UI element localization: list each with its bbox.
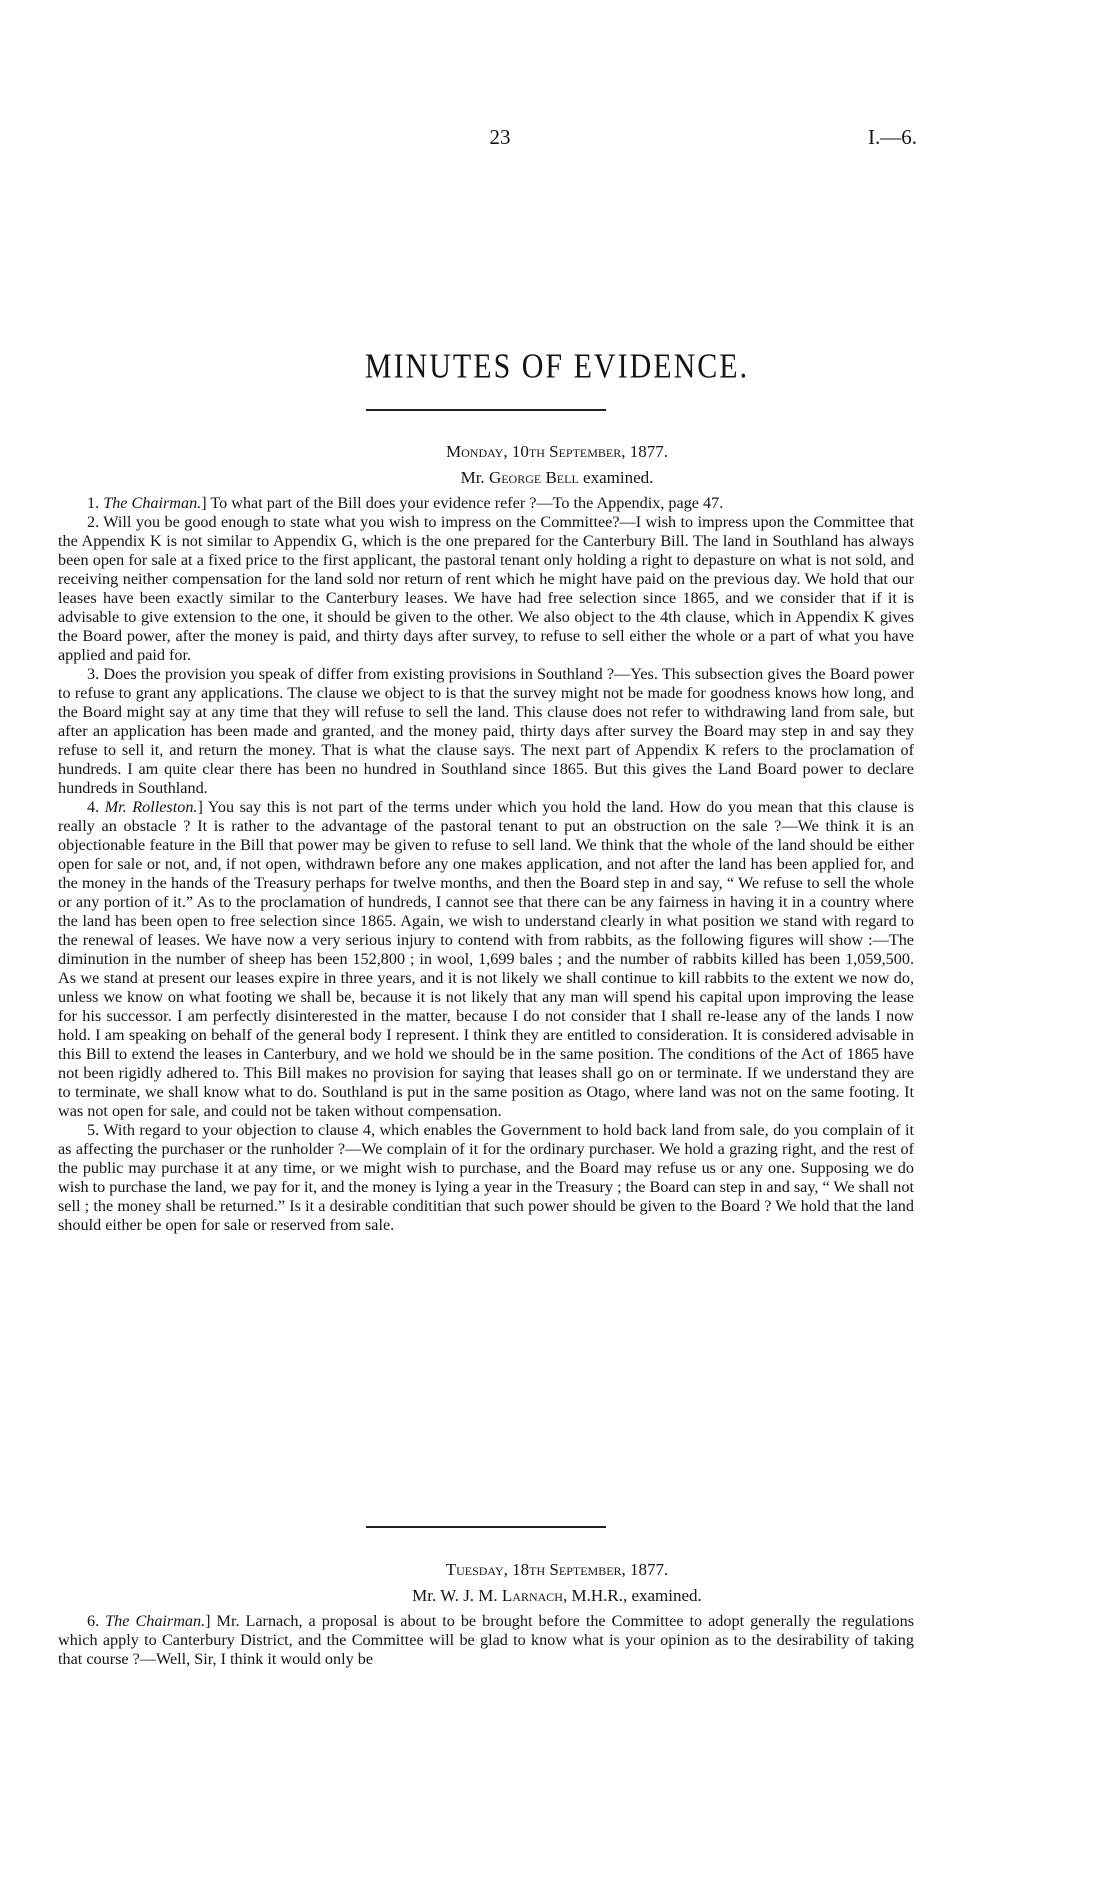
evidence-paragraph: 5. With regard to your objection to clause 4, which enables the Government to hold back land from sale, do you complain of it as affecting the purchaser or the runholder ?—We complain of it for the ordinary purchaser. We hold a grazing right, and the rest of the public may purchase it at any time, or we might wish to purchase, and the Board may refuse us or any one. Supposing we do wish to purchase the land, we pay for it, and the money is lying a year in the Treasury ; the Board can step in and say, “ We shall not sell ; the money shall be returned.” Is it a desirable condititian that such power should be given to the Board ? We hold that the land should either be open for sale or reserved from sale. [58, 1121, 914, 1234]
evidence-paragraph: 4. Mr. Rolleston.] You say this is not part of the terms under which you hold the land. How do you mean that this clause is really an obstacle ? It is rather to the advantage of the pastoral tenant to put an obstruction on the sale ?—We think it is an objectionable feature in the Bill that power may be given to refuse to sell land. We think that the whole of the land should be either open for sale or not, and, if not open, withdrawn before any one makes application, and not after the land has been applied for, and the money in the hands of the Treasury perhaps for twelve months, and then the Board step in and say, “ We refuse to sell the whole or any portion of it.” As to the proclamation of hundreds, I cannot see that there can be any fairness in having it in a country where the land has been open to free selection since 1865. Again, we wish to understand clearly in what position we stand with regard to the renewal of leases. We have now a very serious injury to contend with from rabbits, as the following figures will show :—The diminution in the number of sheep has been 152,800 ; in wool, 1,699 bales ; and the number of rabbits killed has been 1,059,500. As we stand at present our leases expire in three years, and it is not likely we shall continue to kill rabbits to the extent we now do, unless we know on what footing we shall be, because it is not likely that any man will spend his capital upon improving the lease for his successor. I am perfectly disinterested in the matter, because I do not consider that I shall re-lease any of the lands I now hold. I am speaking on behalf of the general body I represent. I think they are entitled to consideration. It is considered advisable in this Bill to extend the leases in Canterbury, and we hold we should be in the same position. The conditions of the Act of 1865 have not been rigidly adhered to. This Bill makes no provision for saying that leases shall go on or terminate. If we understand they are to terminate, we shall know what to do. Southland is put in the same position as Otago, where land was not on the same footing. It was not open for sale, and could not be taken without compensation. [58, 798, 914, 1120]
session-2-evidence [58, 1612, 914, 1669]
series-reference: I.—6. [868, 125, 917, 149]
witness-heading: Mr. George Bell examined. [460, 468, 654, 487]
evidence-paragraph: 2. Will you be good enough to state what you wish to impress on the Committee?—I wish to impress upon the Committee that the Appendix K is not similar to Appendix G, which is the one prepared for the Canterbury Bill. The land in Southland has always been open for sale at a fixed price to the first applicant, the pastoral tenant only holding a right to depasture on what is not sold, and receiving neither compensation for the land sold nor return of rent which he might have paid on the previous day. We hold that our leases have been exactly similar to the Canterbury leases. We have had free selection since 1865, and we consider that if it is advisable to give extension to the one, it should be given to the other. We also object to the 4th clause, which in Appendix K gives the Board power, after the money is paid, and thirty days after survey, to refuse to sell either the whole or a part of what you have applied and paid for. [58, 513, 914, 664]
evidence-paragraph: 6. The Chairman.] Mr. Larnach, a proposal is about to be brought before the Committee to adopt generally the regulations which apply to Canterbury District, and the Committee will be glad to know what is your opinion as to the desirability of taking that course ?—Well, Sir, I think it would only be [58, 1612, 915, 1668]
section-divider [366, 1526, 606, 1528]
page-number: 23 [489, 125, 511, 149]
title-divider [366, 409, 606, 411]
session-date: Monday, 10th September, 1877. [446, 442, 668, 461]
witness-heading: Mr. W. J. M. Larnach, M.H.R., examined. [412, 1586, 702, 1605]
session-1-evidence [58, 494, 914, 1235]
session-date: Tuesday, 18th September, 1877. [445, 1560, 669, 1579]
document-title: MINUTES OF EVIDENCE. [364, 347, 750, 386]
evidence-paragraph: 1. The Chairman.] To what part of the Bill does your evidence refer ?—To the Appendix, page 47. [87, 494, 724, 512]
evidence-paragraph: 3. Does the provision you speak of differ from existing provisions in Southland ?—Yes. This subsection gives the Board power to refuse to grant any applications. The clause we object to is that the survey might not be made for goodness knows how long, and the Board might say at any time that they will refuse to sell the land. This clause does not refer to withdrawing land from sale, but after an application has been made and granted, and the money paid, thirty days after survey the Board may step in and say they refuse to sell it, and return the money. That is what the clause says. The next part of Appendix K refers to the proclamation of hundreds. I am quite clear there has been no hundred in Southland since 1865. But this gives the Land Board power to declare hundreds in Southland. [58, 665, 915, 797]
